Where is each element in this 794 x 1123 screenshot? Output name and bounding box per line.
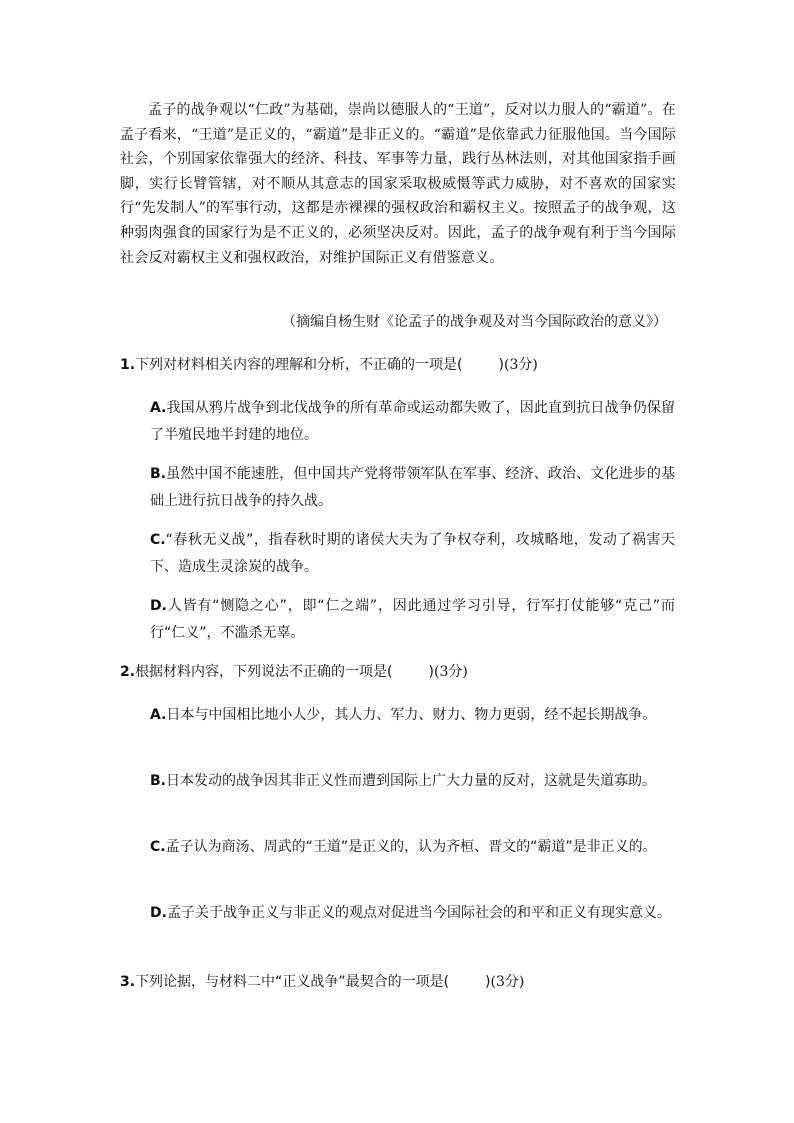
option-letter: B.: [150, 466, 166, 482]
source-citation: （摘编自杨生财《论孟子的战争观及对当今国际政治的意义》）: [282, 314, 667, 330]
option-text: 虽然中国不能速胜，但中国共产党将带领军队在军事、经济、政治、文化进步的基础上进行抗日战争的持久战。: [150, 466, 675, 509]
option-text: 孟子认为商汤、周武的“王道”是正义的，认为齐桓、晋文的“霸道”是非正义的。: [165, 839, 657, 855]
question-3: [120, 971, 680, 993]
q1-option-c: [150, 527, 675, 581]
question-number: 3.: [120, 974, 136, 990]
q1-option-b: [150, 461, 675, 515]
question-1: [120, 354, 680, 376]
option-letter: C.: [150, 532, 166, 548]
option-letter: A.: [150, 707, 167, 723]
question-text: 下列论据，与材料二中“正义战争”最契合的一项是(: [135, 974, 450, 990]
question-points: (3分): [434, 664, 468, 680]
option-letter: D.: [150, 905, 167, 921]
passage-paragraph: 孟子的战争观以“仁政”为基础，崇尚以德服人的“王道”，反对以力服人的“霸道”。在孟子看来，“王道”是正义的，“霸道”是非正义的。“霸道”是依靠武力征服他国。当今国际社会，个别国家依靠强大的经济、科技、军事等力量，践行丛林法则，对其他国家指手画脚，实行长臂管辖，对不顺从其意志的国家采取极威慑等武力威胁，对不喜欢的国家实行“先发制人”的军事行动，这都是赤裸裸的强权政治和霸权主义。按照孟子的战争观，这种弱肉强食的国家行为是不正义的，必须坚决反对。因此，孟子的战争观有利于当今国际社会反对霸权主义和强权政治，对维护国际正义有借鉴意义。: [120, 102, 676, 266]
option-text: 孟子关于战争正义与非正义的观点对促进当今国际社会的和平和正义有现实意义。: [166, 905, 671, 921]
option-text: 我国从鸦片战争到北伐战争的所有革命或运动都失败了，因此直到抗日战争仍保留了半殖民地半封建的地位。: [150, 400, 675, 443]
question-points: (3分): [504, 357, 538, 373]
option-text: 人皆有“恻隐之心”，即“仁之端”，因此通过学习引导，行军打仗能够“克己”而行“仁义”，不滥杀无辜。: [150, 598, 675, 641]
q2-option-d: [150, 900, 675, 927]
option-letter: C.: [150, 839, 166, 855]
question-number: 1.: [120, 357, 136, 373]
question-points: (3分): [490, 974, 525, 990]
option-letter: B.: [150, 773, 166, 789]
question-close-paren: ): [498, 357, 504, 373]
question-2: [120, 661, 680, 683]
q2-option-a: [150, 702, 675, 729]
q2-option-b: [150, 768, 675, 795]
option-text: “春秋无义战”，指春秋时期的诸侯大夫为了争权夺利，攻城略地，发动了祸害天下、造成生灵涂炭的战争。: [150, 532, 675, 575]
question-text: 根据材料内容，下列说法不正确的一项是(: [135, 664, 393, 680]
question-number: 2.: [120, 664, 136, 680]
question-text: 下列对材料相关内容的理解和分析，不正确的一项是(: [135, 357, 463, 373]
question-close-paren: ): [485, 974, 491, 990]
option-letter: D.: [150, 598, 167, 614]
question-close-paren: ): [428, 664, 434, 680]
option-text: 日本与中国相比地小人少，其人力、军力、财力、物力更弱，经不起长期战争。: [166, 707, 657, 723]
option-text: 日本发动的战争因其非正义性而遭到国际上广大力量的反对，这就是失道寡助。: [166, 773, 656, 789]
option-letter: A.: [150, 400, 167, 416]
q2-option-c: [150, 834, 675, 861]
q1-option-a: [150, 395, 675, 449]
q1-option-d: [150, 593, 675, 647]
